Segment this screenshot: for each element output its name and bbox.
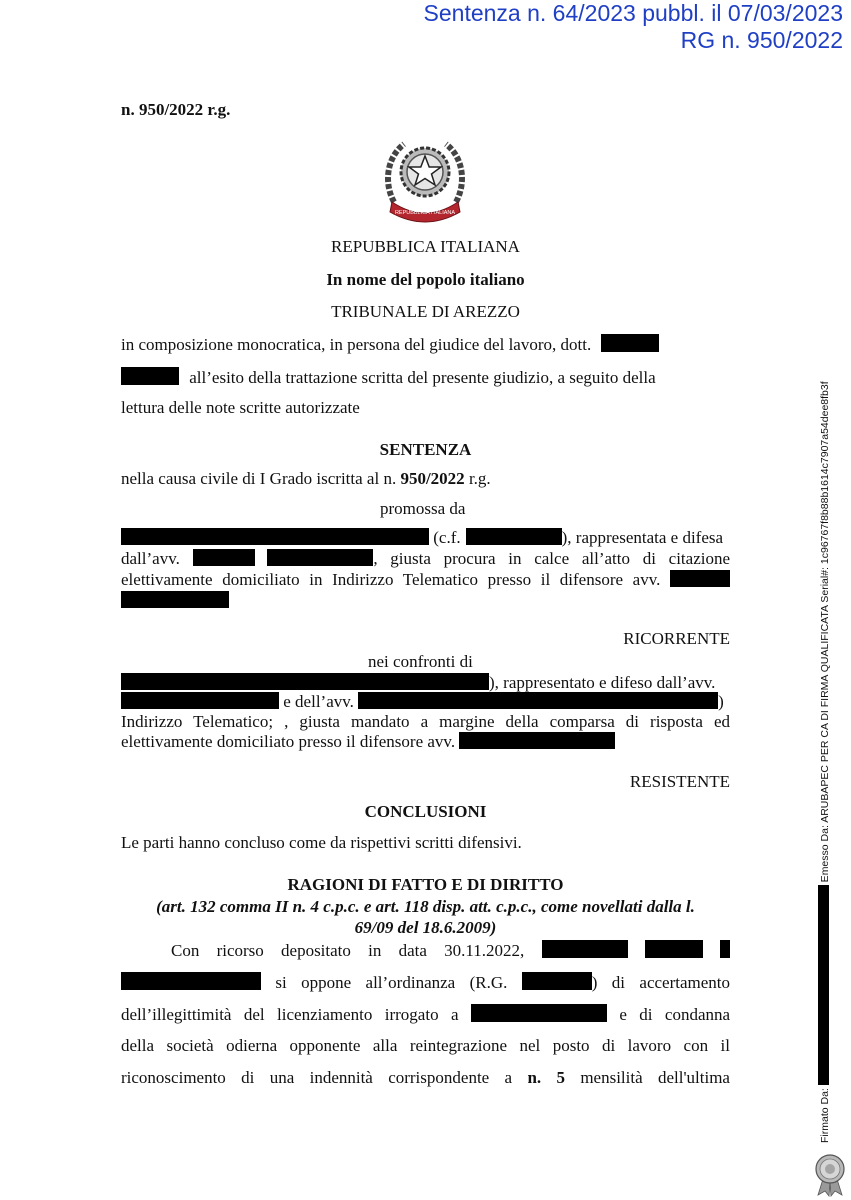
redacted-judge-surname: [121, 367, 179, 385]
redacted-plaintiff-name: [121, 528, 429, 545]
plaintiff-represented: ), rappresentata e difesa: [561, 528, 724, 547]
conclusions-title: CONCLUSIONI: [364, 802, 487, 821]
intro-text-2: all’esito della trattazione scritta del presente giudizio, a seguito della: [189, 368, 656, 387]
reasons-line-4: della società odierna opponente alla reintegrazione nel posto di lavoro con il: [121, 1036, 730, 1055]
digital-signature-strip: [818, 381, 831, 1143]
defendant-line-1: [121, 673, 715, 693]
reasons-p2b: ) di accertamento: [591, 973, 731, 992]
plaintiff-procura: , giusta procura in calce all’atto di citazione: [373, 549, 731, 568]
case-number: 950/2022: [400, 469, 465, 488]
plaintiff-line-4: [121, 591, 229, 611]
redacted-lawyer-surname: [267, 549, 373, 566]
reasons-line-2: [121, 972, 730, 993]
publication-stamp: [424, 0, 843, 54]
reasons-p5a: riconoscimento di una indennità corrispondente a: [121, 1068, 513, 1087]
redacted-lawyer-firstname: [193, 549, 255, 566]
redacted-defendant-lawyer-1: [121, 692, 279, 709]
plaintiff-domicile: elettivamente domiciliato in Indirizzo Telematico presso il difensore avv.: [121, 570, 661, 589]
reasons-line-5: [121, 1068, 730, 1088]
case-prefix: nella causa civile di I Grado iscritta al n.: [121, 469, 397, 488]
plaintiff-line-1: [121, 528, 723, 548]
defendant-close-paren: ): [718, 692, 724, 711]
redacted-rg-number: [522, 972, 592, 990]
redacted-opponent-1: [542, 940, 628, 958]
defendant-line-2: [121, 692, 724, 712]
reasons-p3b: e di condanna: [619, 1005, 731, 1024]
redacted-judge-name: [601, 334, 659, 352]
reasons-p1: Con ricorso depositato in data 30.11.2022,: [171, 941, 525, 960]
republic-heading: REPUBBLICA ITALIANA: [331, 237, 520, 256]
defendant-line-3: Indirizzo Telematico; , giusta mandato a margine della comparsa di risposta ed: [121, 712, 730, 731]
redacted-defendant-domicile-lawyer: [459, 732, 615, 749]
redacted-domicile-lawyer-2: [121, 591, 229, 608]
reasons-p3a: dell’illegittimità del licenziamento irrogato a: [121, 1005, 459, 1024]
nei-confronti-di: nei confronti di: [368, 652, 473, 671]
conclusions-text: Le parti hanno concluso come da rispettivi scritti difensivi.: [121, 833, 522, 852]
signed-by-label: Firmato Da:: [819, 1088, 831, 1143]
redacted-defendant-name: [121, 673, 489, 690]
ricorrente-role: RICORRENTE: [623, 629, 730, 648]
reasons-subtitle-1: (art. 132 comma II n. 4 c.p.c. e art. 118 disp. att. c.p.c., come novellati dalla l.: [156, 897, 695, 916]
intro-line-1: [121, 334, 659, 355]
plaintiff-line-3: [121, 570, 730, 590]
people-heading: In nome del popolo italiano: [326, 270, 525, 289]
redacted-defendant-lawyer-2: [358, 692, 718, 709]
plaintiff-cf-label: (c.f.: [433, 528, 461, 547]
redacted-dismissed-worker: [471, 1004, 607, 1022]
promossa-da: promossa da: [380, 499, 466, 518]
reasons-p5b: n. 5: [527, 1068, 565, 1087]
court-heading: TRIBUNALE DI AREZZO: [331, 302, 520, 321]
redacted-opponent-4: [121, 972, 261, 990]
defendant-and-avv: e dell’avv.: [283, 692, 354, 711]
stamp-sentence-line: Sentenza n. 64/2023 pubbl. il 07/03/2023: [423, 0, 843, 26]
plaintiff-avv-label: dall’avv.: [121, 549, 180, 568]
redacted-tax-code: [466, 528, 562, 545]
sentenza-title: SENTENZA: [379, 440, 472, 459]
redacted-opponent-3: [720, 940, 730, 958]
defendant-line-4: [121, 732, 615, 752]
redacted-opponent-2: [645, 940, 703, 958]
document-reference: n. 950/2022 r.g.: [121, 100, 231, 119]
intro-line-2: [121, 367, 656, 388]
issuer-serial: Emesso Da: ARUBAPEC PER CA DI FIRMA QUALIFICATA Serial#: 1c96767f8b88b1614c7907a54dee8fb3f: [819, 381, 831, 883]
emblem-of-italy-icon: [380, 132, 470, 224]
intro-line-3: lettura delle note scritte autorizzate: [121, 398, 360, 417]
reasons-subtitle-2: 69/09 del 18.6.2009): [354, 918, 497, 937]
reasons-line-1: [171, 940, 730, 961]
defendant-domicile: elettivamente domiciliato presso il difensore avv.: [121, 732, 456, 751]
signature-seal-icon: [812, 1153, 848, 1197]
reasons-p5c: mensilità dell'ultima: [580, 1068, 730, 1087]
plaintiff-line-2: [121, 549, 730, 569]
case-suffix: r.g.: [468, 469, 491, 488]
redacted-domicile-lawyer: [670, 570, 730, 587]
emblem-ribbon-text: REPUBBLICA ITALIANA: [394, 210, 456, 216]
reasons-line-3: [121, 1004, 730, 1025]
reasons-p2a: si oppone all’ordinanza (R.G.: [275, 973, 508, 992]
resistente-role: RESISTENTE: [629, 772, 730, 791]
case-line: [121, 469, 491, 489]
defendant-represented: ), rappresentato e difeso dall’avv.: [489, 673, 716, 692]
redacted-signer-name: [818, 885, 829, 1085]
intro-text-1: in composizione monocratica, in persona del giudice del lavoro, dott.: [121, 335, 592, 354]
reasons-title: RAGIONI DI FATTO E DI DIRITTO: [287, 875, 564, 894]
stamp-rg-line: RG n. 950/2022: [680, 27, 843, 53]
